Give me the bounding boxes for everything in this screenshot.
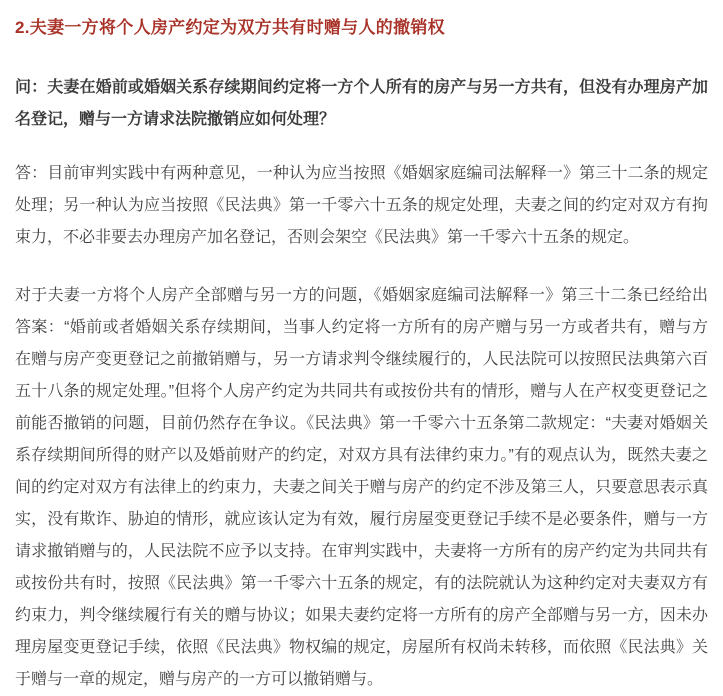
article-title: 2.夫妻一方将个人房产约定为双方共有时赠与人的撤销权 — [15, 18, 445, 37]
question-paragraph: 问：夫妻在婚前或婚姻关系存续期间约定将一方个人所有的房产与另一方共有，但没有办理房产加名登记，赠与一方请求法院撤销应如何处理？ — [15, 79, 708, 128]
answer-paragraph-2: 对于夫妻一方将个人房产全部赠与另一方的问题，《婚姻家庭编司法解释一》第三十二条已经给出答案：“婚前或者婚姻关系存续期间，当事人约定将一方所有的房产赠与另一方或者共有，赠与方在赠与房产变更登记之前撤销赠与，另一方请求判令继续履行的，人民法院可以按照民法典第六百五十八条的规定处理。”但将个人房产约定为共同共有或按份共有的情形，赠与人在产权变更登记之前能否撤销的问题，目前仍然存在争议。《民法典》第一千零六十五条第二款规定：“夫妻对婚姻关系存续期间所得的财产以及婚前财产的约定，对双方具有法律约束力。”有的观点认为，既然夫妻之间的约定对双方有法律上的约束力，夫妻之间关于赠与房产的约定不涉及第三人，只要意思表示真实，没有欺诈、胁迫的情形，就应该认定为有效，履行房屋变更登记手续不是必要条件，赠与一方请求撤销赠与的，人民法院不应予以支持。在审判实践中，夫妻将一方所有的房产约定为共同共有或按份共有时，按照《民法典》第一千零六十五条的规定，有的法院就认为这种约定对夫妻双方有约束力，判令继续履行有关的赠与协议；如果夫妻约定将一方所有的房产全部赠与另一方，因未办理房屋变更登记手续，依照《民法典》物权编的规定，房屋所有权尚未转移，而依照《民法典》关于赠与一章的规定，赠与房产的一方可以撤销赠与。 — [15, 287, 708, 688]
answer-paragraph-1: 答：目前审判实践中有两种意见，一种认为应当按照《婚姻家庭编司法解释一》第三十二条的规定处理；另一种认为应当按照《民法典》第一千零六十五条的规定处理，夫妻之间的约定对双方有拘束力，不必非要去办理房产加名登记，否则会架空《民法典》第一千零六十五条的规定。 — [15, 165, 708, 246]
